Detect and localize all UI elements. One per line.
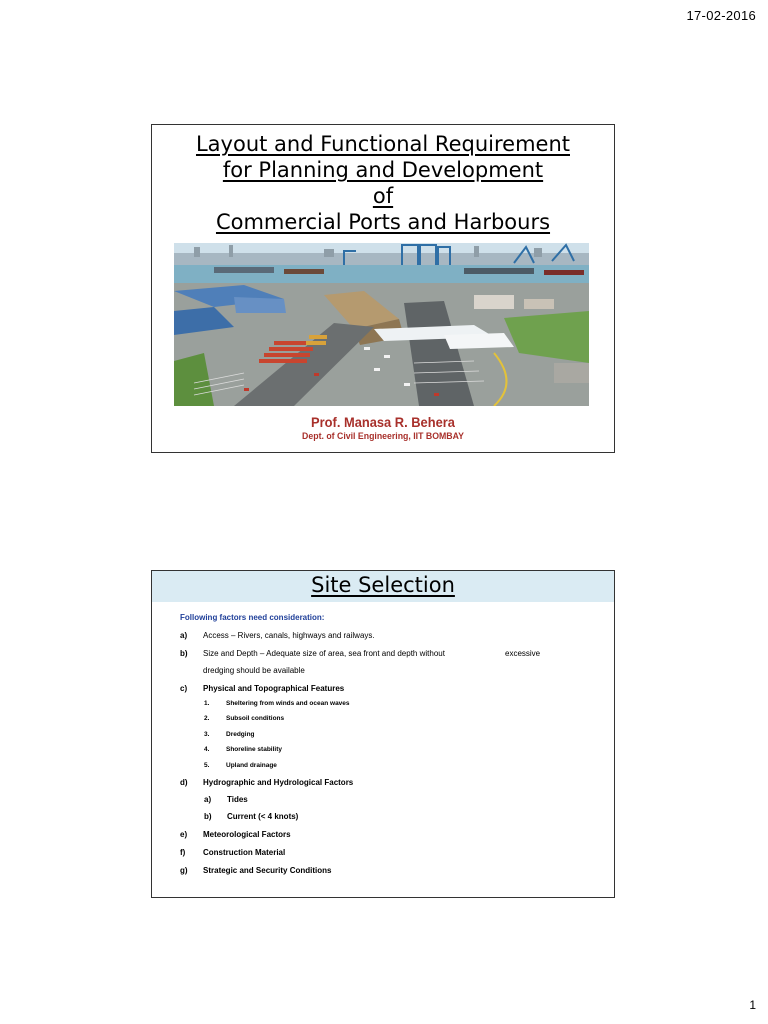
sub-item-text: Dredging [226, 731, 255, 738]
sub-item-text: Subsoil conditions [226, 715, 285, 722]
item-label: d) [180, 778, 188, 787]
sub-item-label: 3. [204, 731, 210, 738]
sub-item-label: 2. [204, 715, 210, 722]
slide-title [151, 124, 615, 453]
title-line: Layout and Functional Requirement [195, 132, 570, 156]
slide-site-selection [151, 570, 615, 898]
sub-item-label: 1. [204, 700, 210, 707]
item-label: b) [180, 649, 188, 658]
title-line: for Planning and Development [222, 158, 544, 182]
title-line: Commercial Ports and Harbours [215, 210, 551, 234]
intro-text: Following factors need consideration: [180, 613, 325, 622]
item-text: dredging should be available [203, 666, 305, 675]
item-text-extra: excessive [505, 649, 541, 658]
sub-item-label: 5. [204, 762, 210, 769]
item-text: Size and Depth – Adequate size of area, sea front and depth without [203, 649, 445, 658]
item-text: Hydrographic and Hydrological Factors [203, 778, 354, 787]
port-aerial-photo [174, 243, 589, 406]
sub-item-label: a) [204, 795, 212, 804]
sub-item-label: 4. [204, 746, 210, 753]
sub-item-label: b) [204, 812, 212, 821]
sub-item-text: Tides [227, 795, 248, 804]
sub-item-text: Upland drainage [226, 762, 277, 769]
item-text: Meteorological Factors [203, 830, 291, 839]
slide-title-heading [152, 131, 614, 235]
item-label: c) [180, 684, 188, 693]
item-text: Strategic and Security Conditions [203, 866, 332, 875]
author-department: Dept. of Civil Engineering, IIT BOMBAY [302, 431, 464, 442]
author-name: Prof. Manasa R. Behera [311, 414, 455, 430]
sub-item-text: Shoreline stability [226, 746, 282, 753]
slide-heading: Site Selection [311, 573, 455, 597]
item-label: g) [180, 866, 188, 875]
item-label: f) [180, 848, 186, 857]
page-number: 1 [749, 998, 756, 1012]
item-text: Construction Material [203, 848, 286, 857]
item-label: a) [180, 631, 188, 640]
title-line: of [372, 184, 394, 208]
item-text: Access – Rivers, canals, highways and railways. [203, 631, 375, 640]
sub-item-text: Sheltering from winds and ocean waves [226, 700, 350, 707]
item-label: e) [180, 830, 188, 839]
item-text: Physical and Topographical Features [203, 684, 345, 693]
sub-item-text: Current (< 4 knots) [227, 812, 299, 821]
print-date: 17-02-2016 [686, 8, 756, 23]
